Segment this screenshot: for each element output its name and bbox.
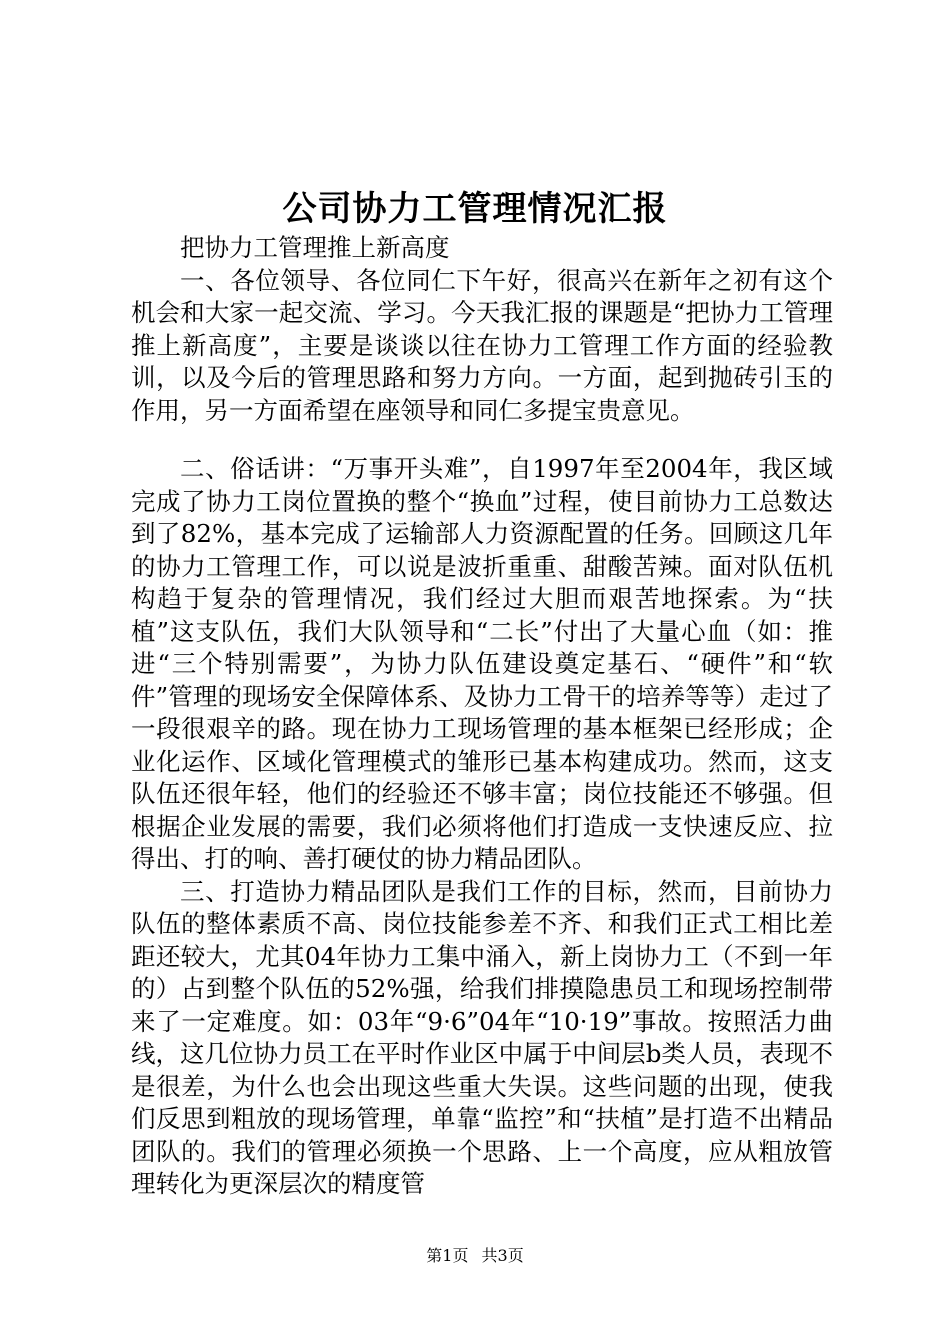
page-number: 第1页 [426,1246,469,1265]
page-footer [0,1244,950,1268]
document-subtitle: 把协力工管理推上新高度 [180,233,450,262]
paragraph-2: 二、俗话讲：“万事开头难”，自1997年至2004年，我区域完成了协力工岗位置换的整个“换血”过程，使目前协力工总数达到了82%，基本完成了运输部人力资源配置的任务。回顾这几年的协力工管理工作，可以说是波折重重、甜酸苦辣。面对队伍机构趋于复杂的管理情况，我们经过大胆而艰苦地探索。为“扶植”这支队伍，我们大队领导和“二长”付出了大量心血（如：推进“三个特别需要”，为协力队伍建设奠定基石、“硬件”和“软件”管理的现场安全保障体系、及协力工骨干的培养等等）走过了一段很艰辛的路。现在协力工现场管理的基本框架已经形成；企业化运作、区域化管理模式的雏形已基本构建成功。然而，这支队伍还很年轻，他们的经验还不够丰富；岗位技能还不够强。但根据企业发展的需要，我们必须将他们打造成一支快速反应、拉得出、打的响、善打硬仗的协力精品团队。 [131,454,833,873]
paragraph-1: 一、各位领导、各位同仁下午好，很高兴在新年之初有这个机会和大家一起交流、学习。今天我汇报的课题是“把协力工管理推上新高度”，主要是谈谈以往在协力工管理工作方面的经验教训，以及今后的管理思路和努力方向。一方面，起到抛砖引玉的作用，另一方面希望在座领导和同仁多提宝贵意见。 [131,265,833,425]
page-total: 共3页 [481,1246,524,1265]
document-title: 公司协力工管理情况汇报 [282,189,668,229]
paragraph-3: 三、打造协力精品团队是我们工作的目标，然而，目前协力队伍的整体素质不高、岗位技能参差不齐、和我们正式工相比差距还较大，尤其04年协力工集中涌入，新上岗协力工（不到一年的）占到整个队伍的52%强，给我们排摸隐患员工和现场控制带来了一定难度。如：03年“9·6”04年“10·19”事故。按照活力曲线，这几位协力员工在平时作业区中属于中间层b类人员，表现不是很差，为什么也会出现这些重大失误。这些问题的出现，使我们反思到粗放的现场管理，单靠“监控”和“扶植”是打造不出精品团队的。我们的管理必须换一个思路、上一个高度，应从粗放管理转化为更深层次的精度管 [131,876,833,1198]
document-body [131,232,833,1201]
